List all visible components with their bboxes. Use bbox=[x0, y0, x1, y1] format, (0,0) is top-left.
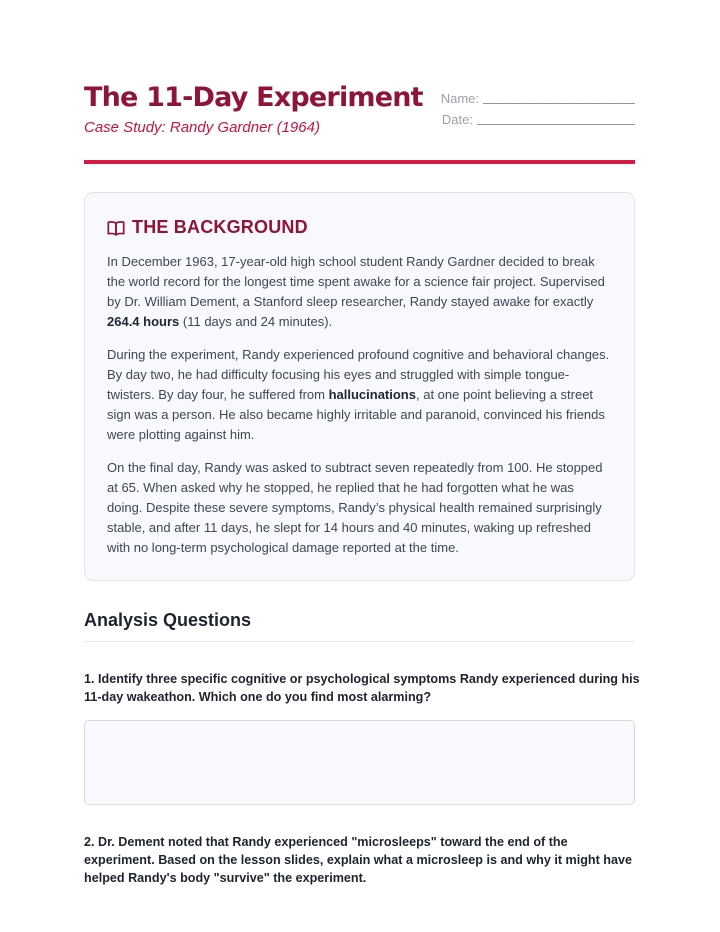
date-row bbox=[441, 107, 635, 127]
student-info bbox=[441, 86, 635, 128]
answer-box-1[interactable] bbox=[84, 720, 635, 805]
paragraph-text: , at one point believing a street sign was a person. He also became highly irritable and paranoid, convinced his friends were plotting against him. bbox=[107, 387, 605, 442]
name-field[interactable] bbox=[483, 103, 635, 104]
background-heading-text: THE BACKGROUND bbox=[132, 217, 308, 237]
paragraph-text: (11 days and 24 minutes). bbox=[179, 314, 333, 329]
analysis-heading: Analysis Questions bbox=[84, 610, 252, 630]
highlight-text: 264.4 hours bbox=[107, 314, 180, 329]
background-paragraph bbox=[107, 252, 612, 332]
question-1: 1. Identify three specific cognitive or psychological symptoms Randy experienced during his 11-day wakeathon. Which one do you find most alarming? bbox=[84, 672, 640, 704]
header-divider bbox=[84, 160, 635, 164]
background-heading bbox=[107, 217, 612, 238]
name-label: Name: bbox=[440, 91, 479, 106]
highlight-text: hallucinations bbox=[328, 387, 416, 402]
analysis-divider bbox=[84, 641, 635, 642]
question-2: 2. Dr. Dement noted that Randy experienced "microsleeps" toward the end of the experiment. Based on the lesson slides, explain what a microsleep is and why it might have helped Randy's body "survive" the experiment. bbox=[84, 835, 632, 885]
date-field[interactable] bbox=[477, 124, 635, 125]
background-card bbox=[84, 192, 635, 581]
date-label: Date: bbox=[441, 112, 473, 127]
background-paragraph bbox=[107, 345, 612, 445]
book-icon bbox=[107, 220, 125, 236]
name-row bbox=[441, 86, 635, 106]
background-paragraph: On the final day, Randy was asked to subtract seven repeatedly from 100. He stopped at 65. When asked why he stopped, he replied that he had forgotten what he was doing. Despite these severe symptoms, Randy’s physical health remained surprisingly stable, and after 11 days, he slept for 14 hours and 40 minutes, waking up refreshed with no long-term psychological damage reported at the time. bbox=[107, 460, 603, 555]
page-subtitle: Case Study: Randy Gardner (1964) bbox=[84, 119, 320, 136]
paragraph-text: During the experiment, Randy experienced profound cognitive and behavioral changes. By day two, he had difficulty focusing his eyes and struggled with simple tongue-twisters. By day four, he suffered from bbox=[107, 347, 610, 402]
paragraph-text: In December 1963, 17-year-old high school student Randy Gardner decided to break the world record for the longest time spent awake for a science fair project. Supervised by Dr. William Dement, a Stanford sleep researcher, Randy stayed awake for exactly bbox=[107, 254, 605, 309]
page-title: The 11-Day Experiment bbox=[84, 82, 423, 113]
